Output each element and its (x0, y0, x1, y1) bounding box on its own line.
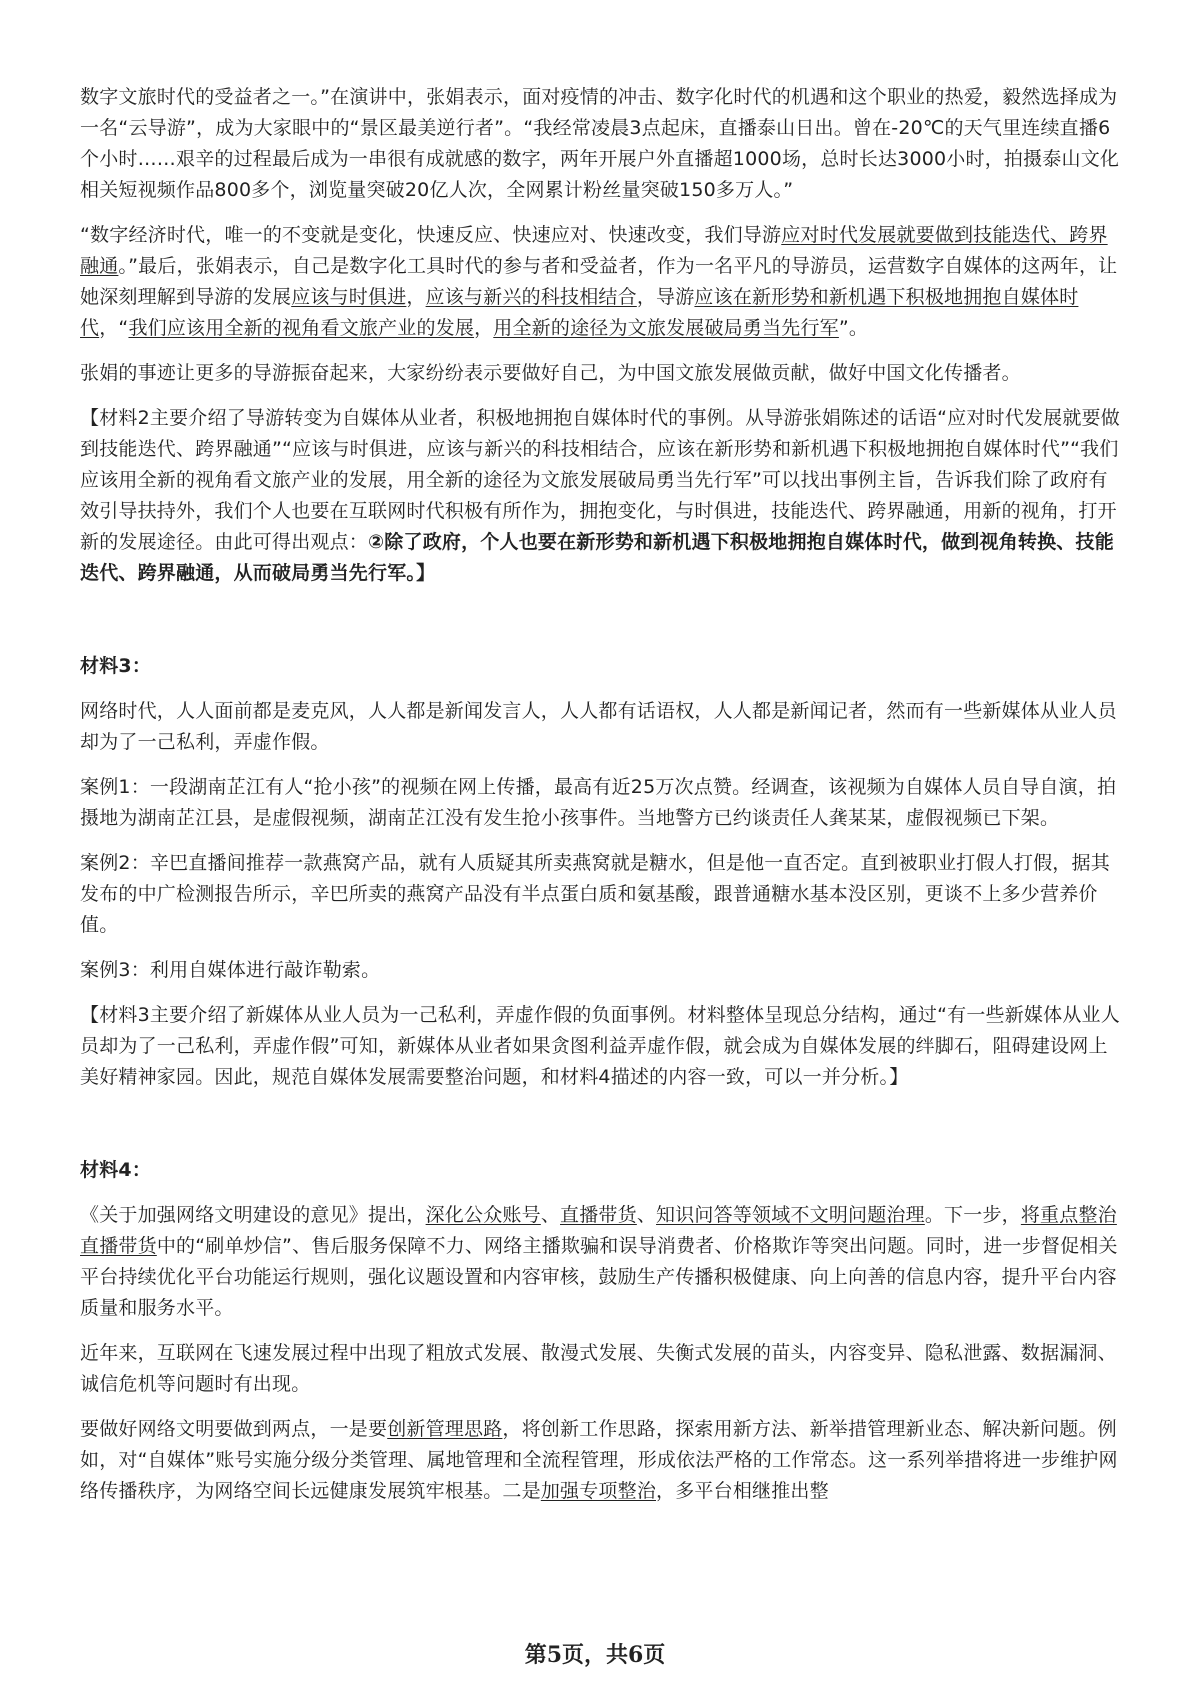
material-3-intro: 网络时代，人人面前都是麦克风，人人都是新闻发言人，人人都有话语权，人人都是新闻记者，然而有一些新媒体从业人员却为了一己私利，弄虚作假。 (80, 700, 1117, 753)
material-3-case-3: 案例3：利用自媒体进行敲诈勒索。 (80, 959, 381, 981)
underlined-phrase: 应对时代发展就要做到技能迭代、跨界融通 (80, 224, 1108, 277)
material-4-paragraph-2: 近年来，互联网在飞速发展过程中出现了粗放式发展、散漫式发展、失衡式发展的苗头，内容变异、隐私泄露、数据漏洞、诚信危机等问题时有出现。 (80, 1342, 1117, 1395)
material-3-case-2: 案例2：辛巴直播间推荐一款燕窝产品，就有人质疑其所卖燕窝就是糖水，但是他一直否定。直到被职业打假人打假，据其发布的中广检测报告所示，辛巴所卖的燕窝产品没有半点蛋白质和氨基酸，跟普通糖水基本没区别，更谈不上多少营养价值。 (80, 852, 1110, 936)
underlined-phrase: 应该在新形势和新机遇下积极地拥抱自媒体时代 (80, 286, 1079, 339)
underlined-phrase: 创新管理思路 (387, 1418, 503, 1440)
underlined-phrase: 知识问答等领域不文明问题治理 (656, 1204, 925, 1226)
analysis-note-material-2: 【材料2主要介绍了导游转变为自媒体从业者，积极地拥抱自媒体时代的事例。从导游张娟陈述的话语“应对时代发展就要做到技能迭代、跨界融通”“应该与时俱进，应该与新兴的科技相结合，应该在新形势和新机遇下积极地拥抱自媒体时代”“我们应该用全新的视角看文旅产业的发展，用全新的途径为文旅发展破局勇当先行军”可以找出事例主旨，告诉我们除了政府有效引导扶持外，我们个人也要在互联网时代积极有所作为，拥抱变化，与时俱进，技能迭代、跨界融通，用新的视角，打开新的发展途径。由此可得出观点：②除了政府，个人也要在新形势和新机遇下积极地拥抱自媒体时代，做到视角转换、技能迭代、跨界融通，从而破局勇当先行军。】 (80, 407, 1120, 584)
page-number-footer: 第5页，共6页 (524, 1642, 666, 1668)
underlined-phrase: 深化公众账号 (425, 1204, 541, 1226)
underlined-phrase: 直播带货 (560, 1204, 637, 1226)
underlined-phrase: 用全新的途径为文旅发展破局勇当先行军 (493, 317, 839, 339)
underlined-phrase: 应该与新兴的科技相结合 (425, 286, 637, 308)
document-body (80, 82, 1120, 1507)
underlined-phrase: 加强专项整治 (540, 1480, 657, 1502)
material-3-heading: 材料3： (80, 655, 152, 677)
material-3-case-1: 案例1：一段湖南芷江有人“抢小孩”的视频在网上传播，最高有近25万次点赞。经调查，该视频为自媒体人员自导自演，拍摄地为湖南芷江县，是虚假视频，湖南芷江没有发生抢小孩事件。当地警方已约谈责任人龚某某，虚假视频已下架。 (80, 776, 1117, 829)
underlined-phrase: 应该与时俱进 (291, 286, 407, 308)
underlined-phrase: 将重点整治直播带货 (80, 1204, 1117, 1257)
material-4-paragraph-1: 《关于加强网络文明建设的意见》提出，深化公众账号、直播带货、知识问答等领域不文明问题治理。下一步，将重点整治直播带货中的“刷单炒信”、售后服务保障不力、网络主播欺骗和误导消费者、价格欺诈等突出问题。同时，进一步督促相关平台持续优化平台功能运行规则，强化议题设置和内容审核，鼓励生产传播积极健康、向上向善的信息内容，提升平台内容质量和服务水平。 (80, 1204, 1118, 1319)
paragraph-zhangjuan-story: 数字文旅时代的受益者之一。”在演讲中，张娟表示，面对疫情的冲击、数字化时代的机遇和这个职业的热爱，毅然选择成为一名“云导游”，成为大家眼中的“景区最美逆行者”。“我经常凌晨3点起床，直播泰山日出。曾在-20℃的天气里连续直播6个小时……艰辛的过程最后成为一串很有成就感的数字，两年开展户外直播超1000场，总时长达3000小时，拍摄泰山文化相关短视频作品800多个，浏览量突破20亿人次，全网累计粉丝量突破150多万人。” (80, 86, 1120, 201)
material-4-paragraph-3: 要做好网络文明要做到两点，一是要创新管理思路，将创新工作思路，探索用新方法、新举措管理新业态、解决新问题。例如，对“自媒体”账号实施分级分类管理、属地管理和全流程管理，形成依法严格的工作常态。这一系列举措将进一步维护网络传播秩序，为网络空间长远健康发展筑牢根基。二是加强专项整治，多平台相继推出整 (80, 1418, 1118, 1502)
material-4-heading: 材料4： (80, 1159, 152, 1181)
bold-conclusion: ②除了政府，个人也要在新形势和新机遇下积极地拥抱自媒体时代，做到视角转换、技能迭代、跨界融通，从而破局勇当先行军。】 (80, 531, 1114, 584)
paragraph-zhangjuan-quote: “数字经济时代，唯一的不变就是变化，快速反应、快速应对、快速改变，我们导游应对时代发展就要做到技能迭代、跨界融通。”最后，张娟表示，自己是数字化工具时代的参与者和受益者，作为一名平凡的导游员，运营数字自媒体的这两年，让她深刻理解到导游的发展应该与时俱进，应该与新兴的科技相结合，导游应该在新形势和新机遇下积极地拥抱自媒体时代，“我们应该用全新的视角看文旅产业的发展，用全新的途径为文旅发展破局勇当先行军”。 (80, 224, 1118, 339)
analysis-note-material-3: 【材料3主要介绍了新媒体从业人员为一己私利，弄虚作假的负面事例。材料整体呈现总分结构，通过“有一些新媒体从业人员却为了一己私利，弄虚作假”可知，新媒体从业者如果贪图利益弄虚作假，就会成为自媒体发展的绊脚石，阻碍建设网上美好精神家园。因此，规范自媒体发展需要整治问题，和材料4描述的内容一致，可以一并分析。】 (80, 1004, 1120, 1088)
paragraph-guides-inspired: 张娟的事迹让更多的导游振奋起来，大家纷纷表示要做好自己，为中国文旅发展做贡献，做好中国文化传播者。 (80, 362, 1021, 384)
underlined-phrase: 我们应该用全新的视角看文旅产业的发展 (128, 317, 475, 339)
